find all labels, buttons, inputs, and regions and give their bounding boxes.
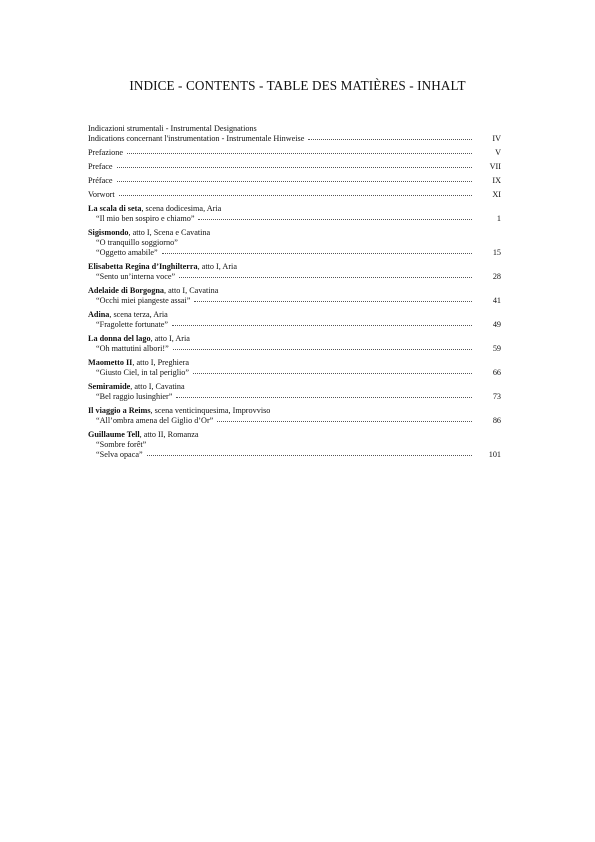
toc-line [88, 272, 503, 282]
entry-text [96, 368, 189, 378]
dot-leader [194, 300, 472, 302]
work-title: La scala di seta [88, 204, 142, 213]
toc-line [88, 320, 503, 330]
toc-line [88, 214, 503, 224]
entry-text [96, 214, 194, 224]
aria-title: “Occhi miei piangeste assai” [96, 296, 191, 305]
toc-line [88, 162, 503, 172]
work-title: Guillaume Tell [88, 430, 140, 439]
work-detail: , atto II, Romanza [139, 430, 199, 439]
toc-entry [88, 148, 503, 158]
toc-entry [88, 382, 503, 402]
entry-text [96, 344, 169, 354]
aria-title: “Oh mattutini albori!” [96, 344, 169, 353]
entry-text: Indicazioni strumentali - Instrumental Designations [88, 124, 257, 133]
dot-leader [127, 152, 472, 154]
toc-entry [88, 430, 503, 460]
toc-line [88, 368, 503, 378]
entry-label: Vorwort [88, 190, 115, 199]
work-title: Sigismondo [88, 228, 129, 237]
toc-line [88, 416, 503, 426]
toc-line [88, 344, 503, 354]
dot-leader [179, 276, 472, 278]
work-title: Il viaggio a Reims [88, 406, 151, 415]
page-number: 59 [492, 344, 501, 353]
table-of-contents [88, 124, 503, 464]
page-number: 1 [496, 214, 501, 223]
aria-title: “Selva opaca” [96, 450, 143, 459]
dot-leader [198, 218, 472, 220]
work-detail: , atto I, Cavatina [163, 286, 219, 295]
work-detail: , scena venticinquesima, Improvviso [150, 406, 271, 415]
entry-text [88, 162, 113, 172]
toc-entry [88, 204, 503, 224]
page-number: 101 [488, 450, 501, 459]
dot-leader [162, 252, 472, 254]
page-number: 28 [492, 272, 501, 281]
entry-text [88, 148, 123, 158]
toc-line [88, 248, 503, 258]
work-heading [88, 430, 503, 440]
page-title: INDICE - CONTENTS - TABLE DES MATIÈRES - INHALT [129, 78, 466, 93]
dot-leader [217, 420, 472, 422]
work-heading [88, 228, 503, 238]
aria-title: “Bel raggio lusinghier” [96, 392, 173, 401]
page-number: VII [489, 162, 501, 171]
dot-leader [172, 324, 472, 326]
entry-text [96, 296, 190, 306]
entry-text [88, 134, 304, 144]
toc-entry [88, 334, 503, 354]
entry-text [88, 190, 115, 200]
entry-text [88, 176, 113, 186]
work-heading [88, 334, 503, 344]
work-heading [88, 358, 503, 368]
entry-text [96, 248, 158, 258]
aria-title: “Giusto Ciel, in tal periglio” [96, 368, 190, 377]
toc-entry [88, 310, 503, 330]
toc-entry [88, 262, 503, 282]
toc-entry [88, 358, 503, 378]
work-heading [88, 382, 503, 392]
work-detail: , atto I, Scena e Cavatina [128, 228, 211, 237]
work-title: La donna del lago [88, 334, 151, 343]
dot-leader [117, 166, 472, 168]
work-heading [88, 262, 503, 272]
page-number: 66 [492, 368, 501, 377]
page-number: 15 [492, 248, 501, 257]
dot-leader [308, 138, 472, 140]
page-number: 41 [492, 296, 501, 305]
work-heading [88, 406, 503, 416]
dot-leader [173, 348, 472, 350]
dot-leader [117, 180, 472, 182]
page-number: 49 [492, 320, 501, 329]
aria-title: “All’ombra amena del Giglio d’Or” [96, 416, 214, 425]
work-heading [88, 286, 503, 296]
toc-line [88, 190, 503, 200]
entry-text [96, 392, 172, 402]
entry-text [96, 416, 213, 426]
work-heading [88, 204, 503, 214]
toc-entry [88, 286, 503, 306]
entry-text [96, 450, 143, 460]
page-number: IX [492, 176, 501, 185]
work-title: Maometto II [88, 358, 133, 367]
toc-entry [88, 190, 503, 200]
work-title: Elisabetta Regina d’Inghilterra [88, 262, 198, 271]
page-number: V [495, 148, 501, 157]
work-detail: , atto I, Aria [197, 262, 237, 271]
work-detail: , scena dodicesima, Aria [141, 204, 222, 213]
entry-label: Indications concernant l'instrumentation - Instrumentale Hinweise [88, 134, 305, 143]
work-title: Adelaide di Borgogna [88, 286, 164, 295]
page-number: 86 [492, 416, 501, 425]
toc-line [88, 176, 503, 186]
entry-label: Preface [88, 162, 113, 171]
aria-title: “Oggetto amabile” [96, 248, 158, 257]
aria-title: “Il mio ben sospiro e chiamo” [96, 214, 195, 223]
entry-label: Prefazione [88, 148, 124, 157]
aria-title: “Sombre forêt” [96, 440, 147, 449]
aria-title: “O tranquillo soggiorno” [96, 238, 178, 247]
toc-line [88, 134, 503, 144]
dot-leader [147, 454, 472, 456]
entry-text [96, 272, 175, 282]
toc-line [88, 148, 503, 158]
entry-label: Préface [88, 176, 113, 185]
toc-line [88, 296, 503, 306]
toc-entry [88, 162, 503, 172]
dot-leader [119, 194, 472, 196]
page-number: 73 [492, 392, 501, 401]
dot-leader [193, 372, 472, 374]
toc-entry [88, 176, 503, 186]
work-detail: , scena terza, Aria [109, 310, 168, 319]
work-detail: , atto I, Aria [150, 334, 190, 343]
work-detail: , atto I, Preghiera [132, 358, 189, 367]
toc-line [88, 450, 503, 460]
toc-entry [88, 124, 503, 144]
work-detail: , atto I, Cavatina [130, 382, 185, 391]
work-heading [88, 310, 503, 320]
work-title: Semiramide [88, 382, 131, 391]
aria-title: “Fragolette fortunate” [96, 320, 169, 329]
dot-leader [176, 396, 472, 398]
entry-text [96, 320, 168, 330]
work-title: Adina [88, 310, 110, 319]
page-number: XI [492, 190, 501, 199]
toc-entry [88, 228, 503, 258]
toc-entry [88, 406, 503, 426]
toc-line [88, 392, 503, 402]
page-number: IV [492, 134, 501, 143]
aria-title: “Sento un’interna voce” [96, 272, 176, 281]
